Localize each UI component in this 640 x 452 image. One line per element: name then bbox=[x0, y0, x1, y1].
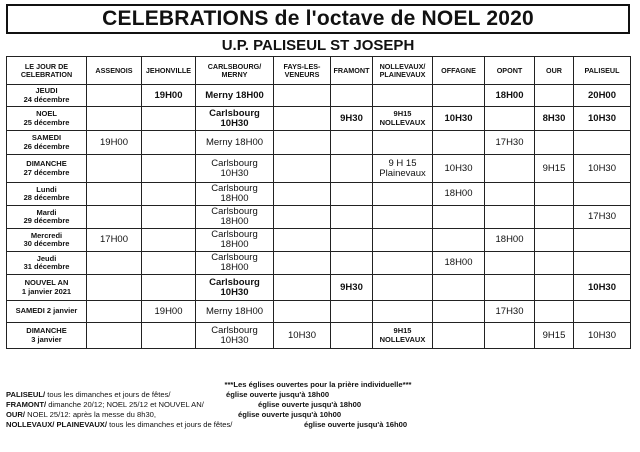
time-cell bbox=[433, 323, 485, 349]
table-row bbox=[7, 252, 631, 275]
note-open: église ouverte jusqu'à 10h00 bbox=[238, 410, 342, 419]
time-cell bbox=[373, 252, 433, 275]
time-cell: Carlsbourg 10H30 bbox=[196, 155, 274, 183]
time-cell bbox=[574, 183, 631, 206]
note-text: dimanche 20/12; NOEL 25/12 et NOUVEL AN/ bbox=[48, 400, 204, 409]
day-line: SAMEDI 2 janvier bbox=[15, 306, 78, 316]
time-cell: Carlsbourg 18H00 bbox=[196, 229, 274, 252]
time-cell bbox=[373, 275, 433, 301]
note-place: NOLLEVAUX/ PLAINEVAUX/ bbox=[6, 420, 107, 429]
time-cell bbox=[87, 275, 142, 301]
time-cell bbox=[142, 229, 196, 252]
table-row bbox=[7, 85, 631, 107]
time-cell bbox=[274, 206, 331, 229]
day-line: 28 décembre bbox=[23, 193, 70, 202]
time-cell bbox=[535, 85, 574, 107]
day-cell bbox=[7, 85, 87, 107]
time-cell bbox=[331, 85, 373, 107]
day-line: 1 janvier 2021 bbox=[21, 286, 72, 296]
time-cell: 18H00 bbox=[433, 183, 485, 206]
day-line: 27 décembre bbox=[23, 167, 70, 177]
time-cell bbox=[331, 301, 373, 323]
day-line: Jeudi bbox=[36, 253, 57, 263]
table-row bbox=[7, 323, 631, 349]
time-cell bbox=[373, 131, 433, 155]
time-cell bbox=[485, 206, 535, 229]
time-cell: 10H30 bbox=[433, 107, 485, 131]
time-cell: 8H30 bbox=[535, 107, 574, 131]
note-open: église ouverte jusqu'à 18h00 bbox=[226, 390, 330, 399]
time-cell: 9H15 bbox=[535, 155, 574, 183]
time-cell bbox=[433, 85, 485, 107]
time-cell bbox=[373, 229, 433, 252]
day-line: 29 décembre bbox=[23, 216, 70, 225]
time-cell bbox=[433, 229, 485, 252]
time-cell: 10H30 bbox=[574, 275, 631, 301]
col-header: OFFAGNE bbox=[433, 57, 485, 85]
time-cell bbox=[373, 301, 433, 323]
note-text: tous les dimanches et jours de fêtes/ bbox=[109, 420, 233, 429]
col-header: OPONT bbox=[485, 57, 535, 85]
page-title: CELEBRATIONS de l'octave de NOEL 2020 bbox=[6, 4, 630, 34]
col-header: LE JOUR DE CELEBRATION bbox=[7, 57, 87, 85]
day-line: 31 décembre bbox=[23, 262, 70, 271]
time-cell bbox=[433, 301, 485, 323]
time-cell bbox=[373, 206, 433, 229]
time-cell bbox=[433, 206, 485, 229]
table-row bbox=[7, 301, 631, 323]
time-cell bbox=[535, 275, 574, 301]
day-line: 24 décembre bbox=[23, 94, 70, 104]
time-cell bbox=[535, 252, 574, 275]
time-cell bbox=[331, 229, 373, 252]
day-cell bbox=[7, 301, 87, 323]
schedule-table bbox=[6, 56, 631, 349]
time-cell bbox=[433, 131, 485, 155]
time-cell bbox=[274, 155, 331, 183]
day-line: NOUVEL AN bbox=[24, 278, 69, 287]
time-cell bbox=[485, 183, 535, 206]
time-cell: 17H00 bbox=[87, 229, 142, 252]
time-cell: 20H00 bbox=[574, 85, 631, 107]
table-row bbox=[7, 155, 631, 183]
time-cell bbox=[87, 252, 142, 275]
time-cell: 10H30 bbox=[274, 323, 331, 349]
time-cell: Merny 18H00 bbox=[196, 301, 274, 323]
time-cell bbox=[142, 323, 196, 349]
day-cell bbox=[7, 183, 87, 206]
col-header: ASSENOIS bbox=[87, 57, 142, 85]
time-cell: 19H00 bbox=[142, 85, 196, 107]
time-cell: 10H30 bbox=[433, 155, 485, 183]
notes-section bbox=[6, 380, 630, 430]
day-line: Mercredi bbox=[30, 230, 63, 240]
time-cell bbox=[331, 252, 373, 275]
day-cell bbox=[7, 107, 87, 131]
note-place: OUR/ bbox=[6, 410, 25, 419]
time-cell bbox=[87, 183, 142, 206]
time-cell: Carlsbourg 18H00 bbox=[196, 183, 274, 206]
day-line: DIMANCHE bbox=[26, 326, 67, 335]
table-row bbox=[7, 107, 631, 131]
time-cell bbox=[535, 206, 574, 229]
time-cell bbox=[274, 252, 331, 275]
time-cell bbox=[331, 183, 373, 206]
header-row bbox=[7, 57, 631, 85]
time-cell bbox=[142, 206, 196, 229]
time-cell bbox=[574, 229, 631, 252]
time-cell: 10H30 bbox=[574, 107, 631, 131]
time-cell: 18H00 bbox=[485, 85, 535, 107]
time-cell: Merny 18H00 bbox=[196, 131, 274, 155]
time-cell bbox=[331, 323, 373, 349]
time-cell bbox=[331, 131, 373, 155]
table-row bbox=[7, 183, 631, 206]
time-cell bbox=[433, 275, 485, 301]
note-text: tous les dimanches et jours de fêtes/ bbox=[47, 390, 171, 399]
time-cell bbox=[373, 85, 433, 107]
time-cell bbox=[87, 85, 142, 107]
day-line: JEUDI bbox=[35, 86, 58, 95]
time-cell bbox=[574, 131, 631, 155]
time-cell bbox=[535, 183, 574, 206]
day-line: 30 décembre bbox=[23, 239, 70, 248]
time-cell: 9 H 15 Plainevaux bbox=[373, 155, 433, 183]
table-row bbox=[7, 206, 631, 229]
time-cell: 9H30 bbox=[331, 107, 373, 131]
time-cell bbox=[274, 107, 331, 131]
col-header: PALISEUL bbox=[574, 57, 631, 85]
day-line: SAMEDI bbox=[31, 133, 62, 142]
time-cell: 17H30 bbox=[485, 301, 535, 323]
time-cell bbox=[142, 183, 196, 206]
time-cell bbox=[485, 252, 535, 275]
time-cell: 10H30 bbox=[574, 323, 631, 349]
time-cell: Carlsbourg 10H30 bbox=[196, 107, 274, 131]
note-line bbox=[6, 390, 630, 400]
time-cell bbox=[485, 275, 535, 301]
time-cell: 18H00 bbox=[433, 252, 485, 275]
time-cell: 10H30 bbox=[574, 155, 631, 183]
time-cell bbox=[274, 85, 331, 107]
note-open: église ouverte jusqu'à 16h00 bbox=[304, 420, 408, 429]
time-cell bbox=[142, 131, 196, 155]
time-cell bbox=[87, 107, 142, 131]
note-line bbox=[6, 410, 630, 420]
time-cell: 9H15 NOLLEVAUX bbox=[373, 323, 433, 349]
time-cell: Carlsbourg 18H00 bbox=[196, 206, 274, 229]
time-cell: Merny 18H00 bbox=[196, 85, 274, 107]
table-row bbox=[7, 275, 631, 301]
time-cell bbox=[574, 301, 631, 323]
time-cell bbox=[331, 155, 373, 183]
note-line bbox=[6, 420, 630, 430]
time-cell: Carlsbourg 10H30 bbox=[196, 323, 274, 349]
page-subtitle: U.P. PALISEUL ST JOSEPH bbox=[221, 37, 415, 54]
day-line: 3 janvier bbox=[31, 334, 62, 344]
time-cell bbox=[87, 323, 142, 349]
note-place: FRAMONT/ bbox=[6, 400, 47, 409]
time-cell bbox=[485, 107, 535, 131]
time-cell bbox=[373, 183, 433, 206]
time-cell bbox=[331, 206, 373, 229]
notes-heading: ***Les églises ouvertes pour la prière individuelle*** bbox=[224, 380, 412, 389]
day-cell bbox=[7, 275, 87, 301]
time-cell bbox=[485, 155, 535, 183]
time-cell bbox=[142, 252, 196, 275]
time-cell bbox=[87, 155, 142, 183]
time-cell: 18H00 bbox=[485, 229, 535, 252]
time-cell bbox=[274, 183, 331, 206]
day-line: NOEL bbox=[36, 109, 57, 118]
time-cell bbox=[274, 131, 331, 155]
note-open: église ouverte jusqu'à 18h00 bbox=[258, 400, 362, 409]
col-header: FAYS-LES-VENEURS bbox=[274, 57, 331, 85]
note-place: PALISEUL/ bbox=[6, 390, 46, 399]
day-line: DIMANCHE bbox=[26, 159, 67, 168]
day-line: Lundi bbox=[36, 184, 57, 194]
time-cell: 17H30 bbox=[574, 206, 631, 229]
time-cell: 9H15 bbox=[535, 323, 574, 349]
time-cell bbox=[574, 252, 631, 275]
time-cell bbox=[142, 107, 196, 131]
time-cell bbox=[535, 229, 574, 252]
note-line bbox=[6, 400, 630, 410]
day-cell bbox=[7, 155, 87, 183]
time-cell: 19H00 bbox=[87, 131, 142, 155]
day-cell bbox=[7, 252, 87, 275]
time-cell: 19H00 bbox=[142, 301, 196, 323]
col-header: FRAMONT bbox=[331, 57, 373, 85]
time-cell bbox=[274, 275, 331, 301]
col-header: NOLLEVAUX/ PLAINEVAUX bbox=[373, 57, 433, 85]
time-cell bbox=[535, 131, 574, 155]
day-line: 25 décembre bbox=[23, 117, 70, 127]
day-cell bbox=[7, 131, 87, 155]
time-cell bbox=[142, 155, 196, 183]
day-cell bbox=[7, 206, 87, 229]
day-line: Mardi bbox=[36, 207, 57, 217]
time-cell: 9H15 NOLLEVAUX bbox=[373, 107, 433, 131]
time-cell bbox=[274, 229, 331, 252]
time-cell bbox=[485, 323, 535, 349]
time-cell bbox=[87, 301, 142, 323]
col-header: JEHONVILLE bbox=[142, 57, 196, 85]
col-header: CARLSBOURG/ MERNY bbox=[196, 57, 274, 85]
day-cell bbox=[7, 323, 87, 349]
time-cell bbox=[535, 301, 574, 323]
time-cell bbox=[87, 206, 142, 229]
table-row bbox=[7, 229, 631, 252]
day-cell bbox=[7, 229, 87, 252]
time-cell: 9H30 bbox=[331, 275, 373, 301]
day-line: 26 décembre bbox=[23, 141, 70, 151]
col-header: OUR bbox=[535, 57, 574, 85]
time-cell bbox=[142, 275, 196, 301]
time-cell: Carlsbourg 18H00 bbox=[196, 252, 274, 275]
time-cell: Carlsbourg 10H30 bbox=[196, 275, 274, 301]
table-row bbox=[7, 131, 631, 155]
time-cell bbox=[274, 301, 331, 323]
note-text: NOEL 25/12: après la messe du 8h30, bbox=[27, 410, 156, 419]
time-cell: 17H30 bbox=[485, 131, 535, 155]
